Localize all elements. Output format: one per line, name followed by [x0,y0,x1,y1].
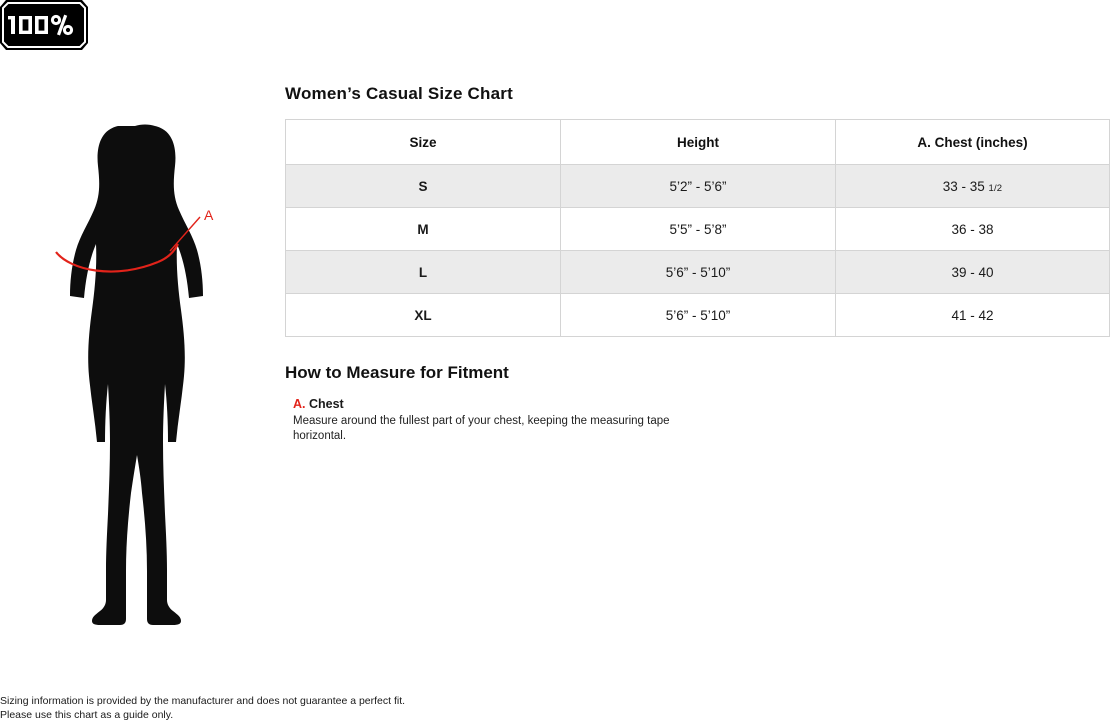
table-header-row [286,120,1110,165]
cell-chest: 41 - 42 [836,294,1110,337]
footer-disclaimer [0,694,1100,722]
body-silhouette [70,125,203,626]
size-chart-content [285,84,1110,444]
cell-height: 5’2” - 5’6” [561,165,836,208]
column-header-height: Height [561,120,836,165]
column-header-size: Size [286,120,561,165]
cell-chest-value: 33 - 35 [942,178,985,194]
cell-size: S [286,165,561,208]
cell-size: L [286,251,561,294]
measure-item-heading [293,397,673,411]
table-row [286,294,1110,337]
cell-size: M [286,208,561,251]
how-to-measure-title: How to Measure for Fitment [285,363,509,382]
measure-item-description: Measure around the fullest part of your chest, keeping the measuring tape horizontal. [293,415,670,443]
cell-chest-fraction: 1/2 [988,182,1003,194]
cell-chest [836,165,1110,208]
footer-line-1: Sizing information is provided by the manufacturer and does not guarantee a perfect fit. [0,695,406,707]
chest-callout-label: A [204,207,214,223]
page-title: Women’s Casual Size Chart [285,84,513,103]
cell-size: XL [286,294,561,337]
size-chart-table [285,119,1110,337]
cell-chest: 36 - 38 [836,208,1110,251]
measure-item-letter: A. [293,397,306,411]
cell-height: 5’6” - 5’10” [561,294,836,337]
female-body-diagram [18,110,258,680]
cell-height: 5’6” - 5’10” [561,251,836,294]
table-row [286,165,1110,208]
table-row [286,208,1110,251]
column-header-chest: A. Chest (inches) [836,120,1110,165]
table-row [286,251,1110,294]
measure-item-chest [293,397,673,444]
footer-line-2: Please use this chart as a guide only. [0,709,174,722]
hundred-percent-logo [0,0,88,50]
measure-item-name: Chest [308,397,344,411]
cell-chest: 39 - 40 [836,251,1110,294]
cell-height: 5’5” - 5’8” [561,208,836,251]
